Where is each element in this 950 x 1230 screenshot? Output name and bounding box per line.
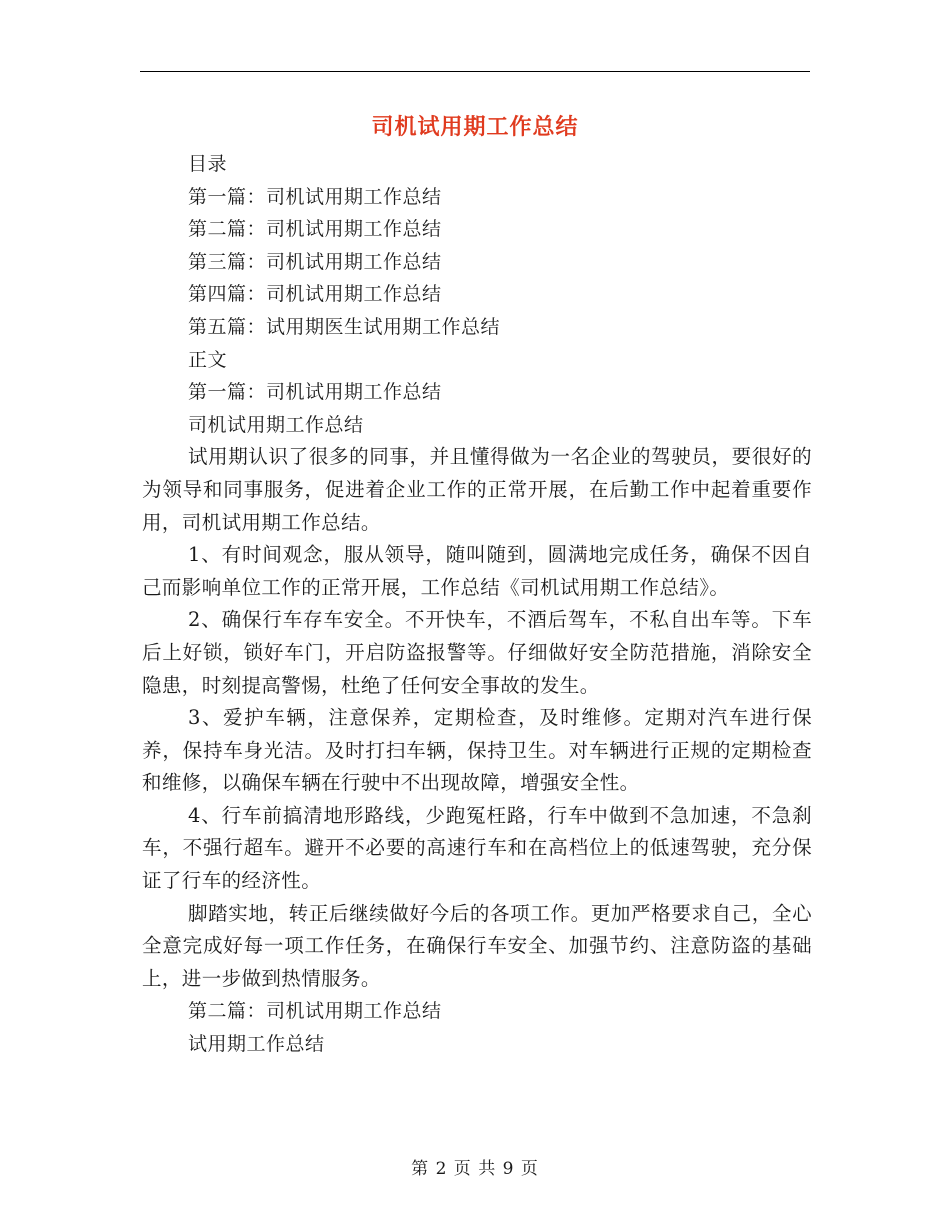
toc-heading: 目录 [188, 153, 228, 175]
page-footer: 第 2 页 共 9 页 [411, 1159, 539, 1179]
toc-item: 第五篇：试用期医生试用期工作总结 [188, 315, 501, 338]
section-subtitle: 试用期工作总结 [188, 1033, 325, 1056]
section-heading: 第一篇：司机试用期工作总结 [188, 381, 442, 404]
paragraph: 1、有时间观念，服从领导，随叫随到，圆满地完成任务，确保不因自己而影响单位工作的正常开展，工作总结《司机试用期工作总结》。 [142, 543, 812, 599]
document-title: 司机试用期工作总结 [371, 115, 579, 140]
toc-item: 第四篇：司机试用期工作总结 [188, 283, 442, 306]
paragraph: 脚踏实地，转正后继续做好今后的各项工作。更加严格要求自己，全心全意完成好每一项工作任务，在确保行车安全、加强节约、注意防盗的基础上，进一步做到热情服务。 [142, 901, 812, 990]
toc-item: 第二篇：司机试用期工作总结 [188, 218, 442, 241]
paragraph: 试用期认识了很多的同事，并且懂得做为一名企业的驾驶员，要很好的为领导和同事服务，促进着企业工作的正常开展，在后勤工作中起着重要作用，司机试用期工作总结。 [142, 445, 812, 534]
section-subtitle: 司机试用期工作总结 [188, 413, 364, 436]
toc-item: 第三篇：司机试用期工作总结 [188, 250, 442, 273]
document-content [142, 148, 812, 1061]
top-rule [140, 71, 810, 72]
paragraph: 2、确保行车存车安全。不开快车，不酒后驾车，不私自出车等。下车后上好锁，锁好车门，开启防盗报警等。仔细做好安全防范措施，消除安全隐患，时刻提高警惕，杜绝了任何安全事故的发生。 [142, 608, 812, 697]
section-heading: 第二篇：司机试用期工作总结 [188, 1000, 442, 1023]
body-heading: 正文 [188, 348, 228, 371]
toc-item: 第一篇：司机试用期工作总结 [188, 185, 442, 208]
paragraph: 4、行车前搞清地形路线，少跑冤枉路，行车中做到不急加速，不急刹车，不强行超车。避开不必要的高速行车和在高档位上的低速驾驶，充分保证了行车的经济性。 [142, 803, 812, 893]
paragraph: 3、爱护车辆，注意保养，定期检查，及时维修。定期对汽车进行保养，保持车身光洁。及时打扫车辆，保持卫生。对车辆进行正规的定期检查和维修，以确保车辆在行驶中不出现故障，增强安全性。 [142, 706, 812, 795]
